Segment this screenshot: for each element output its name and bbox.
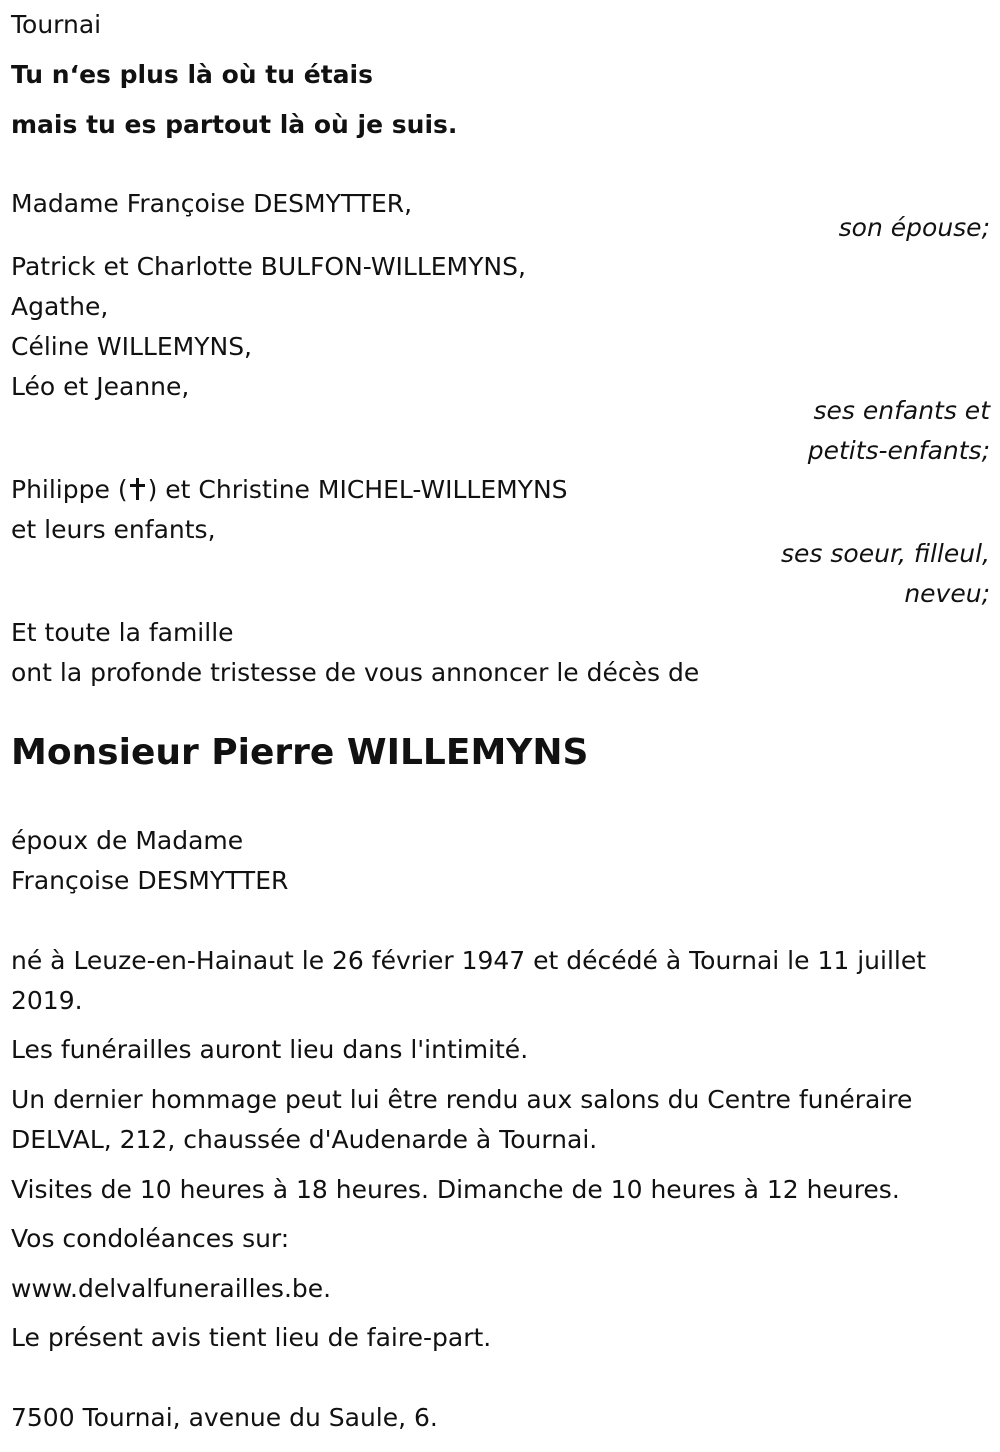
visit-hours: Visites de 10 heures à 18 heures. Dimanche de 10 heures à 12 heures. bbox=[11, 1175, 900, 1204]
verse-line-1: Tu n‘es plus là où tu étais bbox=[11, 60, 373, 89]
birth-death-line-1: né à Leuze-en-Hainaut le 26 février 1947 et décédé à Tournai le 11 juillet bbox=[11, 946, 927, 975]
all-family-line: Et toute la famille bbox=[11, 618, 234, 647]
sibling-name-part-2: ) et Christine MICHEL-WILLEMYNS bbox=[147, 475, 568, 504]
website-link[interactable]: www.delvalfunerailles.be. bbox=[11, 1274, 332, 1303]
spouse-name: Madame Françoise DESMYTTER, bbox=[11, 189, 413, 218]
spouse-role: son épouse; bbox=[838, 213, 990, 242]
birth-death-line-2: 2019. bbox=[11, 986, 83, 1015]
sibling-name-part-1: Philippe ( bbox=[11, 475, 128, 504]
announcement-line: ont la profonde tristesse de vous annoncer le décès de bbox=[11, 658, 700, 687]
tribute-line-1: Un dernier hommage peut lui être rendu aux salons du Centre funéraire bbox=[11, 1085, 913, 1114]
city-heading: Tournai bbox=[11, 10, 102, 39]
deceased-name: Monsieur Pierre WILLEMYNS bbox=[11, 732, 589, 773]
sibling-role-line-1: ses soeur, filleul, bbox=[781, 539, 990, 568]
child-line-2: Agathe, bbox=[11, 292, 109, 321]
children-role-line-2: petits-enfants; bbox=[807, 436, 990, 465]
spouse-of-line-2: Françoise DESMYTTER bbox=[11, 866, 289, 895]
children-role-line-1: ses enfants et bbox=[813, 396, 990, 425]
spouse-of-line-1: époux de Madame bbox=[11, 826, 244, 855]
verse-line-2: mais tu es partout là où je suis. bbox=[11, 110, 458, 139]
address-line: 7500 Tournai, avenue du Saule, 6. bbox=[11, 1403, 438, 1432]
notice-line: Le présent avis tient lieu de faire-part. bbox=[11, 1323, 492, 1352]
tribute-line-2: DELVAL, 212, chaussée d'Audenarde à Tournai. bbox=[11, 1125, 598, 1154]
funeral-info: Les funérailles auront lieu dans l'intimité. bbox=[11, 1035, 529, 1064]
cross-icon bbox=[129, 478, 147, 500]
sibling-role-line-2: neveu; bbox=[904, 579, 990, 608]
child-line-4: Léo et Jeanne, bbox=[11, 372, 190, 401]
sibling-line-2: et leurs enfants, bbox=[11, 515, 216, 544]
condolences-label: Vos condoléances sur: bbox=[11, 1224, 290, 1253]
child-line-1: Patrick et Charlotte BULFON-WILLEMYNS, bbox=[11, 252, 526, 281]
sibling-line-1 bbox=[11, 475, 568, 505]
child-line-3: Céline WILLEMYNS, bbox=[11, 332, 253, 361]
